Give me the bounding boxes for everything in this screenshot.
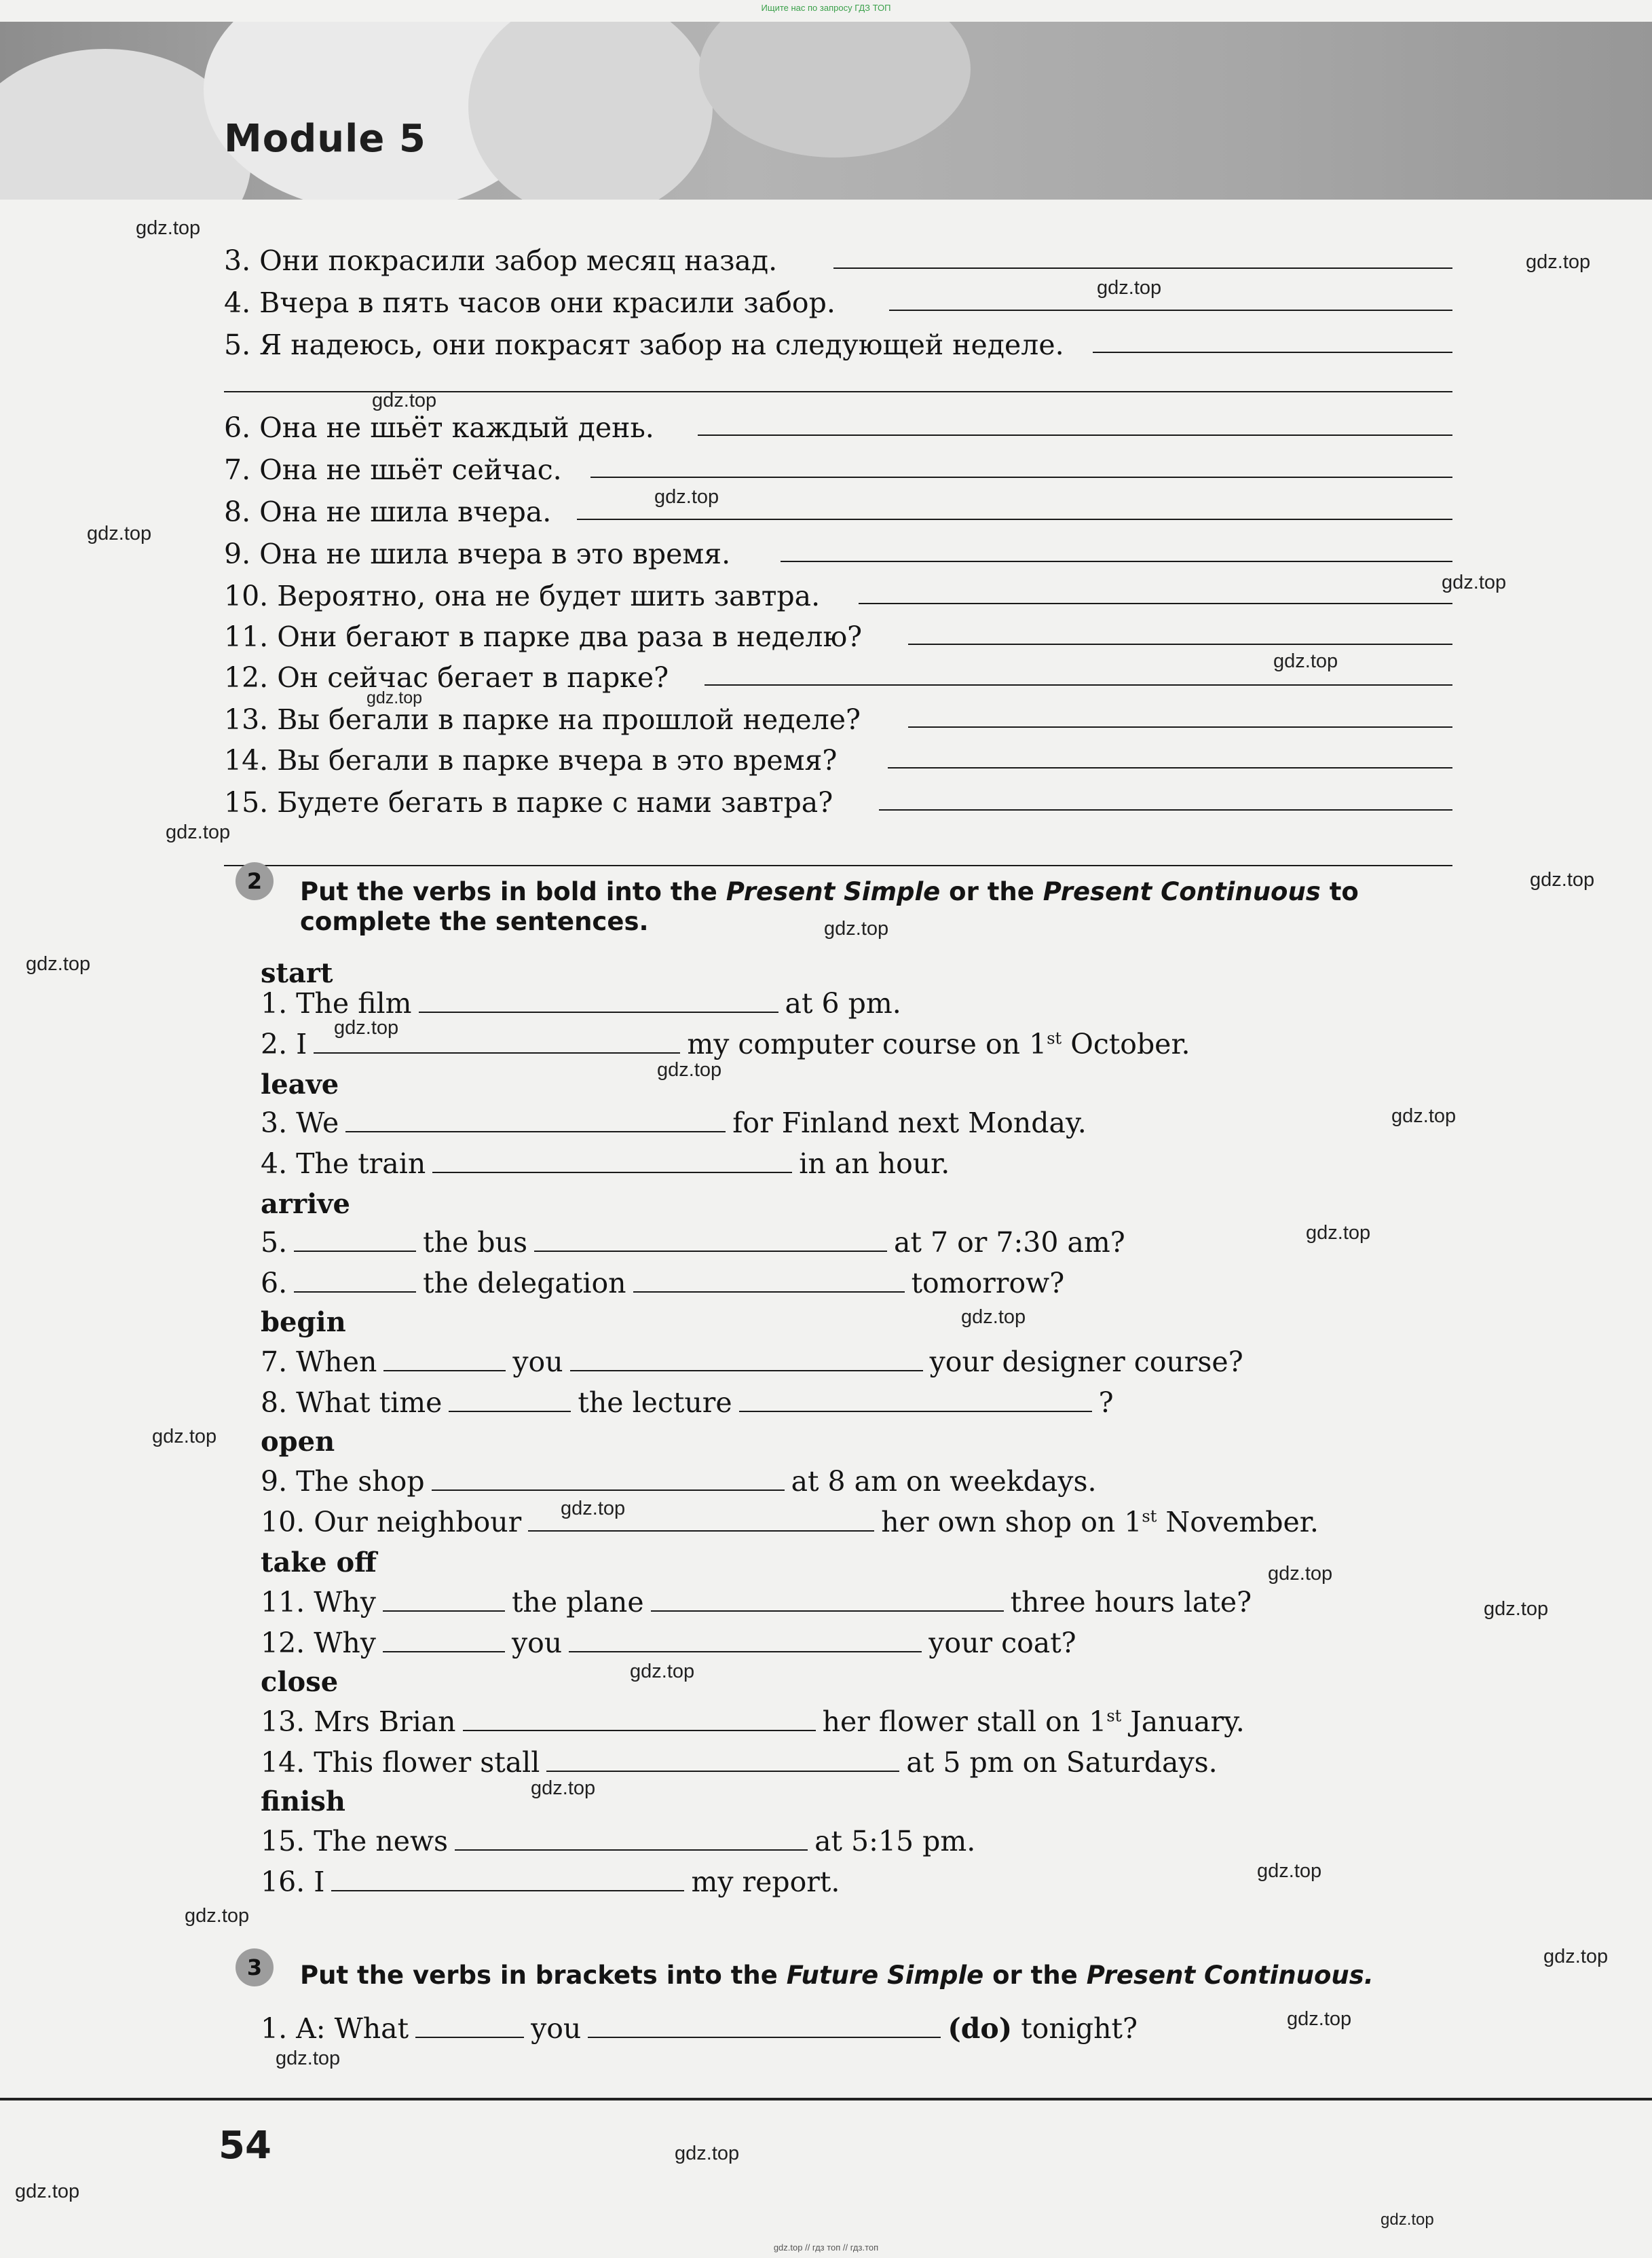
answer-blank[interactable] xyxy=(739,1410,1092,1412)
answer-blank[interactable] xyxy=(383,1650,505,1652)
en-sentence: 5. the bus at 7 or 7:30 am? xyxy=(261,1226,1125,1259)
ru-sentence: 7. Она не шьёт сейчас. xyxy=(224,454,562,486)
answer-blank[interactable] xyxy=(651,1610,1004,1612)
answer-line[interactable] xyxy=(908,644,1452,645)
watermark: gdz.top xyxy=(185,1905,250,1927)
en-sentence: 1. A: What you (do) tonight? xyxy=(261,2012,1138,2045)
answer-blank[interactable] xyxy=(588,2036,941,2038)
en-sentence: 2. I my computer course on 1st October. xyxy=(261,1028,1190,1060)
answer-blank[interactable] xyxy=(419,1011,778,1013)
answer-blank[interactable] xyxy=(570,1369,923,1371)
watermark: gdz.top xyxy=(1273,650,1338,672)
watermark: gdz.top xyxy=(26,953,91,975)
page-number: 54 xyxy=(219,2124,271,2168)
en-sentence: 4. The train in an hour. xyxy=(261,1147,950,1180)
watermark: gdz.top xyxy=(276,2048,341,2069)
ru-sentence: 14. Вы бегали в парке вчера в это время? xyxy=(224,744,838,777)
answer-line[interactable] xyxy=(908,726,1452,728)
ru-sentence: 6. Она не шьёт каждый день. xyxy=(224,411,654,444)
exercise-2-instruction: Put the verbs in bold into the Present Simple or the Present Continuous to complete the sentences. xyxy=(300,877,1359,936)
watermark: gdz.top xyxy=(1287,2008,1352,2030)
answer-blank[interactable] xyxy=(569,1650,922,1652)
watermark: gdz.top xyxy=(1097,277,1162,299)
watermark: gdz.top xyxy=(15,2181,80,2202)
watermark: gdz.top xyxy=(1484,1598,1549,1620)
ru-sentence: 5. Я надеюсь, они покрасят забор на следующей неделе. xyxy=(224,329,1064,361)
watermark: gdz.top xyxy=(372,390,437,411)
en-sentence: 6. the delegation tomorrow? xyxy=(261,1267,1065,1299)
watermark: gdz.top xyxy=(334,1017,399,1039)
answer-line[interactable] xyxy=(577,519,1452,520)
exercise-2-number: 2 xyxy=(236,862,274,900)
answer-blank[interactable] xyxy=(294,1250,416,1252)
ru-sentence: 12. Он сейчас бегает в парке? xyxy=(224,661,669,694)
flower-petal-decoration xyxy=(468,22,713,200)
en-sentence: 11. Why the plane three hours late? xyxy=(261,1586,1252,1618)
watermark: gdz.top xyxy=(166,821,231,843)
watermark: gdz.top xyxy=(1526,251,1591,273)
top-note: Ищите нас по запросу ГДЗ ТОП xyxy=(761,3,891,13)
footer-rule xyxy=(0,2098,1652,2100)
en-sentence: 13. Mrs Brian her flower stall on 1st January. xyxy=(261,1705,1245,1738)
watermark: gdz.top xyxy=(824,918,889,940)
answer-blank[interactable] xyxy=(463,1729,816,1731)
watermark: gdz.top xyxy=(152,1426,217,1447)
en-sentence: 7. When you your designer course? xyxy=(261,1346,1243,1378)
answer-line[interactable] xyxy=(879,809,1452,811)
answer-blank[interactable] xyxy=(449,1410,571,1412)
en-sentence: 1. The film at 6 pm. xyxy=(261,987,901,1020)
answer-blank[interactable] xyxy=(383,1610,505,1612)
watermark: gdz.top xyxy=(654,486,719,508)
answer-blank[interactable] xyxy=(415,2036,524,2038)
watermark: gdz.top xyxy=(1381,2210,1434,2229)
answer-blank[interactable] xyxy=(633,1291,905,1293)
answer-line[interactable] xyxy=(590,477,1452,478)
answer-line[interactable] xyxy=(1093,352,1452,353)
watermark: gdz.top xyxy=(1530,869,1595,891)
verb-heading: finish xyxy=(261,1785,345,1817)
watermark: gdz.top xyxy=(367,688,423,707)
answer-blank[interactable] xyxy=(383,1369,506,1371)
en-sentence: 9. The shop at 8 am on weekdays. xyxy=(261,1465,1097,1498)
watermark: gdz.top xyxy=(1442,572,1507,593)
verb-heading: leave xyxy=(261,1069,339,1100)
ru-sentence: 15. Будете бегать в парке с нами завтра? xyxy=(224,786,833,819)
module-title: Module 5 xyxy=(224,117,426,161)
answer-blank[interactable] xyxy=(455,1849,808,1851)
answer-line[interactable] xyxy=(833,267,1452,269)
answer-blank[interactable] xyxy=(546,1770,899,1772)
ru-sentence: 11. Они бегают в парке два раза в неделю? xyxy=(224,621,863,653)
verb-heading: start xyxy=(261,957,333,989)
watermark: gdz.top xyxy=(961,1306,1026,1328)
answer-line[interactable] xyxy=(224,865,1452,866)
answer-line[interactable] xyxy=(698,434,1452,436)
watermark: gdz.top xyxy=(630,1661,695,1682)
answer-line[interactable] xyxy=(888,767,1452,769)
watermark: gdz.top xyxy=(1268,1563,1333,1585)
watermark: gdz.top xyxy=(1391,1105,1457,1127)
watermark: gdz.top xyxy=(657,1059,722,1081)
answer-line[interactable] xyxy=(781,561,1452,562)
watermark: gdz.top xyxy=(675,2143,740,2164)
flower-petal-decoration xyxy=(699,22,971,158)
ru-sentence: 8. Она не шила вчера. xyxy=(224,496,552,528)
watermark: gdz.top xyxy=(531,1777,596,1799)
answer-blank[interactable] xyxy=(528,1530,874,1532)
watermark: gdz.top xyxy=(136,217,201,239)
ru-sentence: 9. Она не шила вчера в это время. xyxy=(224,538,731,570)
en-sentence: 15. The news at 5:15 pm. xyxy=(261,1825,976,1857)
verb-heading: arrive xyxy=(261,1188,350,1220)
en-sentence: 3. We for Finland next Monday. xyxy=(261,1107,1087,1139)
exercise-3-instruction: Put the verbs in brackets into the Future Simple or the Present Continuous. xyxy=(300,1961,1374,1990)
answer-blank[interactable] xyxy=(345,1130,726,1132)
en-sentence: 14. This flower stall at 5 pm on Saturdays. xyxy=(261,1746,1218,1779)
watermark: gdz.top xyxy=(1257,1860,1322,1882)
answer-blank[interactable] xyxy=(331,1889,684,1891)
answer-blank[interactable] xyxy=(534,1250,887,1252)
answer-blank[interactable] xyxy=(314,1052,680,1054)
watermark: gdz.top xyxy=(561,1498,626,1519)
watermark: gdz.top xyxy=(1543,1946,1609,1967)
answer-line[interactable] xyxy=(889,310,1452,311)
answer-blank[interactable] xyxy=(432,1489,785,1491)
module-header xyxy=(0,22,1652,200)
answer-blank[interactable] xyxy=(432,1171,792,1173)
watermark: gdz.top xyxy=(87,523,152,544)
answer-line[interactable] xyxy=(859,603,1452,604)
verb-heading: open xyxy=(261,1426,335,1458)
en-sentence: 8. What time the lecture ? xyxy=(261,1386,1114,1419)
ru-sentence: 13. Вы бегали в парке на прошлой неделе? xyxy=(224,703,861,736)
en-sentence: 16. I my report. xyxy=(261,1866,840,1898)
bottom-note: gdz.top // гдз топ // гдз.топ xyxy=(773,2242,879,2253)
ru-sentence: 4. Вчера в пять часов они красили забор. xyxy=(224,286,836,319)
ru-sentence: 3. Они покрасили забор месяц назад. xyxy=(224,244,778,277)
watermark: gdz.top xyxy=(1306,1222,1371,1244)
en-sentence: 12. Why you your coat? xyxy=(261,1627,1076,1659)
answer-line[interactable] xyxy=(705,684,1452,686)
verb-heading: begin xyxy=(261,1306,346,1338)
exercise-3-number: 3 xyxy=(236,1948,274,1986)
answer-blank[interactable] xyxy=(294,1291,416,1293)
verb-heading: take off xyxy=(261,1547,377,1578)
verb-heading: close xyxy=(261,1666,339,1698)
ru-sentence: 10. Вероятно, она не будет шить завтра. xyxy=(224,580,821,612)
en-sentence: 10. Our neighbour her own shop on 1st November. xyxy=(261,1506,1319,1538)
